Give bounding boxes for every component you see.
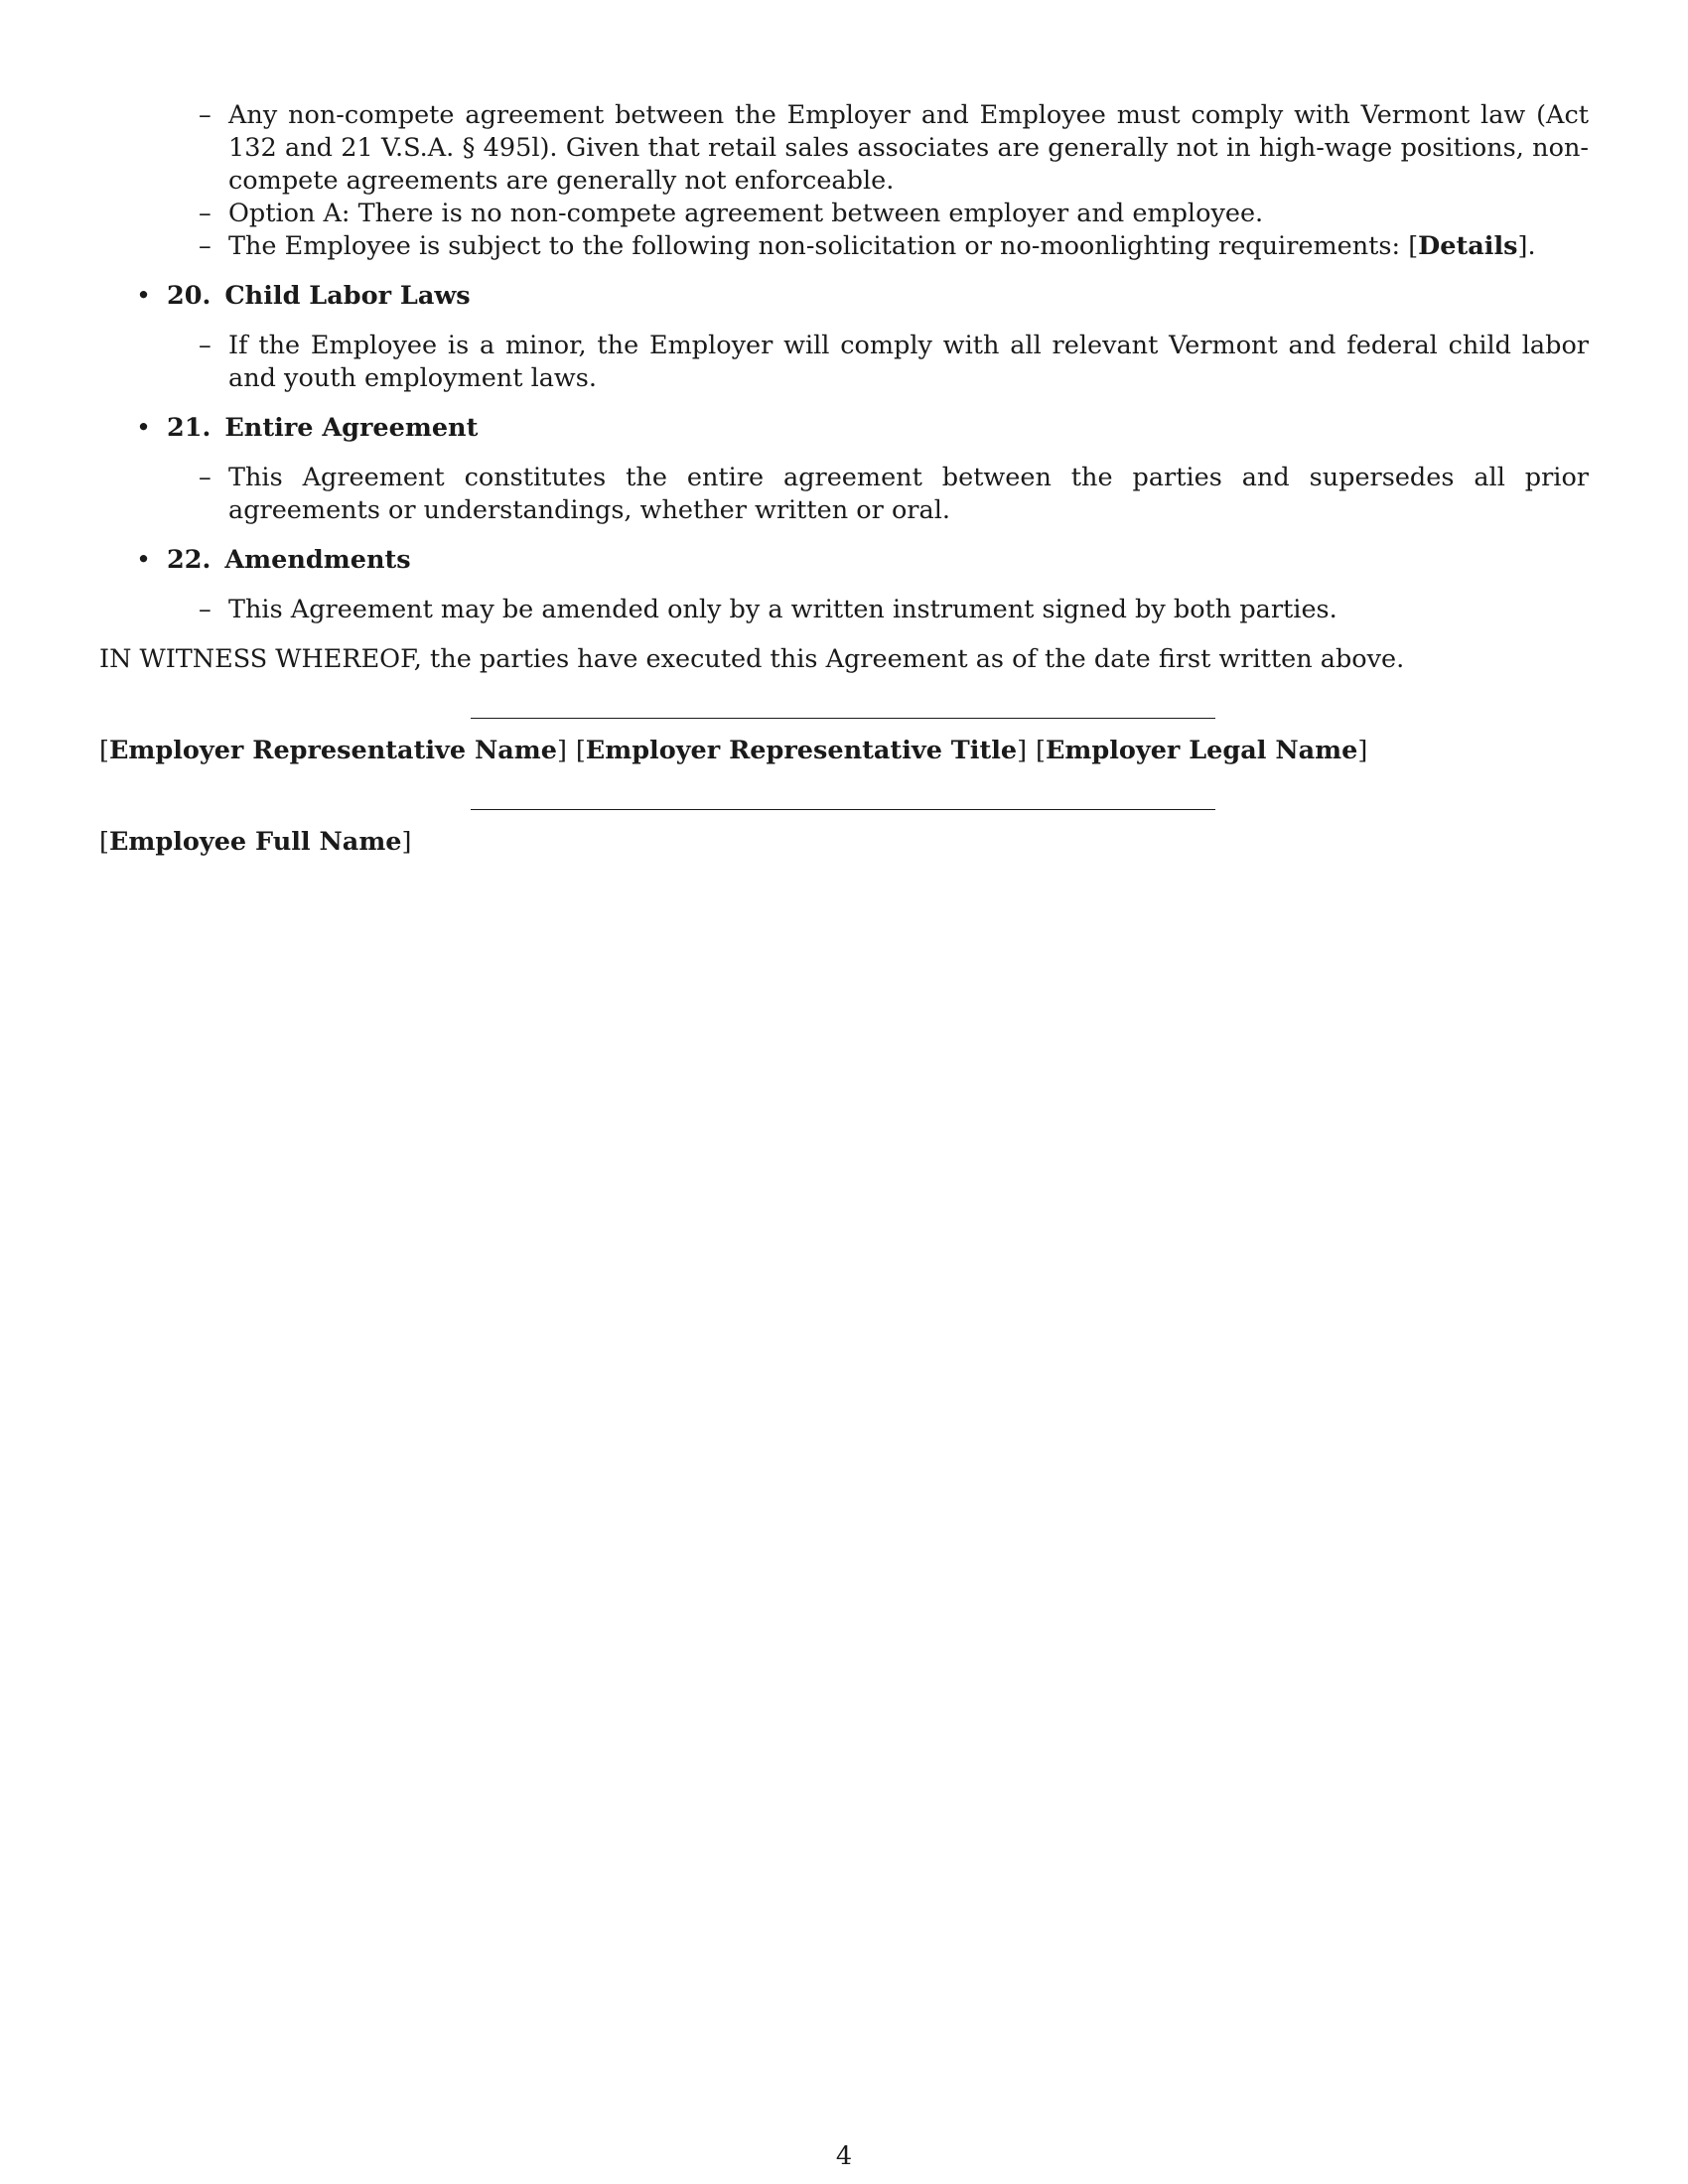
section-heading-child-labor	[136, 280, 1589, 313]
section-heading-amendments	[136, 544, 1589, 577]
dash-bullet: –	[199, 100, 211, 130]
employer-rep-name: Employer Representative Name	[108, 736, 557, 765]
noncompete-list	[199, 99, 1589, 263]
employer-rep-title: Employer Representative Title	[585, 736, 1018, 765]
document-page	[99, 99, 1589, 859]
employee-full-name: Employee Full Name	[108, 827, 402, 857]
dash-bullet: –	[199, 463, 211, 492]
dash-bullet: –	[199, 595, 211, 624]
list-item-text: The Employee is subject to the following non-solicitation or no-moonlighting requirements:	[228, 231, 1409, 261]
bullet-icon: •	[136, 545, 152, 575]
section-21-list	[199, 462, 1589, 527]
bullet-icon: •	[136, 413, 152, 443]
list-item-text: Any non-compete agreement between the Employer and Employee must comply with Vermont law (Act 132 and 21 V.S.A. § 495l). Given that retail sales associates are generally not in high-wage positions, non-compete agreements are generally not enforceable.	[228, 100, 1589, 196]
dash-bullet: –	[199, 199, 211, 228]
section-heading-entire-agreement	[136, 412, 1589, 445]
list-item-text: This Agreement may be amended only by a written instrument signed by both parties.	[228, 595, 1337, 624]
employee-signature-block: [Employee Full Name]	[99, 827, 412, 857]
list-item-text: Option A: There is no non-compete agreement between employer and employee.	[228, 199, 1264, 228]
list-item	[199, 230, 1589, 263]
section-number: 21.	[167, 413, 211, 443]
section-title: Amendments	[224, 545, 411, 575]
list-item	[199, 99, 1589, 198]
section-title: Child Labor Laws	[224, 281, 471, 311]
section-number: 22.	[167, 545, 211, 575]
employer-legal-name: Employer Legal Name	[1045, 736, 1358, 765]
section-title: Entire Agreement	[224, 413, 479, 443]
section-20-list	[199, 330, 1589, 395]
list-item	[199, 198, 1589, 230]
employer-signature-line	[471, 718, 1215, 719]
list-item	[199, 462, 1589, 527]
employee-signature-line	[471, 809, 1215, 810]
bullet-icon: •	[136, 281, 152, 311]
section-number: 20.	[167, 281, 211, 311]
list-item-suffix: .	[1527, 231, 1536, 261]
employer-signature-block: [Employer Representative Name] [Employer Representative Title] [Employer Legal Name]	[99, 736, 1368, 765]
section-22-list	[199, 594, 1589, 626]
list-item-text: This Agreement constitutes the entire agreement between the parties and supersedes all prior agreements or understandings, whether written or oral.	[228, 463, 1589, 525]
list-item	[199, 594, 1589, 626]
placeholder-bracket: [	[1408, 231, 1419, 261]
list-item-text: If the Employee is a minor, the Employer will comply with all relevant Vermont and federal child labor and youth employment laws.	[228, 331, 1589, 393]
dash-bullet: –	[199, 231, 211, 261]
details-placeholder: Details	[1418, 231, 1518, 261]
witness-statement: IN WITNESS WHEREOF, the parties have executed this Agreement as of the date first written above.	[99, 644, 1405, 674]
placeholder-bracket: ]	[1517, 231, 1528, 261]
page-number: 4	[835, 2141, 853, 2171]
dash-bullet: –	[199, 331, 211, 360]
list-item	[199, 330, 1589, 395]
